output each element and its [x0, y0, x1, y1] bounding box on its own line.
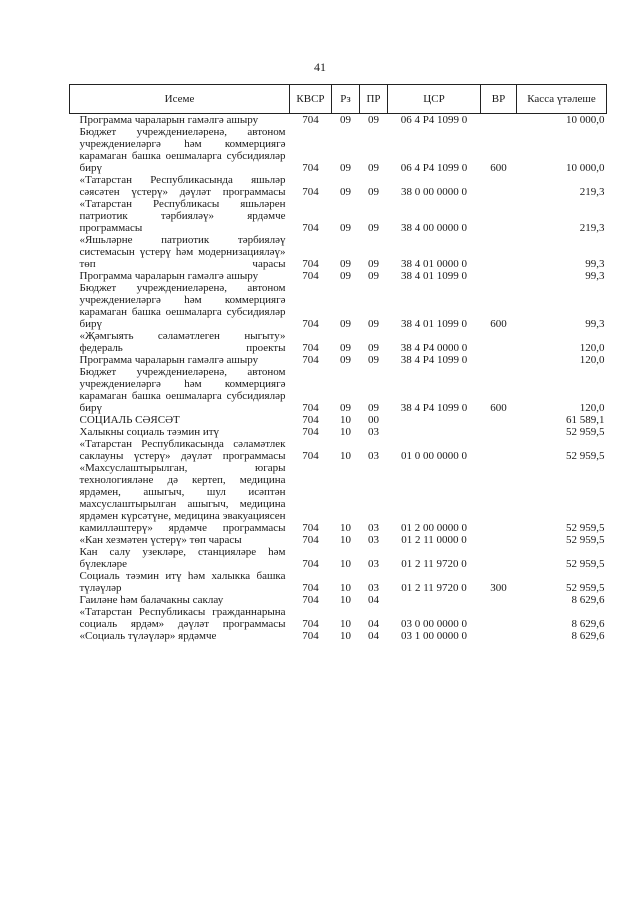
cell-kvsr: 704 — [302, 354, 319, 366]
cell-amount: 52 959,5 — [566, 450, 605, 462]
header-kvsr: КВСР — [290, 85, 332, 114]
cell-rz: 09 — [340, 162, 351, 174]
table-row — [70, 570, 607, 594]
page-number: 41 — [314, 60, 326, 74]
table-row — [70, 126, 607, 174]
table-row — [70, 234, 607, 270]
cell-csr: 01 2 00 0000 0 — [401, 522, 467, 534]
cell-rz: 09 — [340, 342, 351, 354]
cell-csr: 01 2 11 9720 0 — [401, 558, 467, 570]
cell-name: Программа чараларын гамәлгә ашыру — [79, 270, 259, 282]
cell-vr — [481, 534, 517, 546]
cell-name: «Татарстан Республикасы яшьләрен патриотик тәрбияләү» ярдәмче программасы — [79, 198, 286, 234]
cell-name: СОЦИАЛЬ СӘЯСӘТ — [79, 414, 180, 426]
cell-rz: 09 — [340, 354, 351, 366]
cell-csr: 01 0 00 0000 0 — [401, 450, 467, 462]
cell-rz: 10 — [340, 426, 351, 438]
cell-amount: 120,0 — [579, 354, 605, 366]
cell-vr: 600 — [490, 402, 507, 414]
cell-pr: 00 — [368, 414, 379, 426]
cell-rz: 10 — [340, 414, 351, 426]
cell-amount: 99,3 — [585, 318, 605, 330]
cell-amount: 8 629,6 — [571, 618, 605, 630]
cell-rz: 10 — [340, 534, 351, 546]
cell-name: Кан салу узекләре, станцияләре һәм бүлекләре — [79, 546, 286, 570]
table-row — [70, 462, 607, 534]
cell-csr: 38 4 01 0000 0 — [401, 258, 467, 270]
cell-csr: 38 4 Р4 0000 0 — [400, 342, 468, 354]
cell-amount: 61 589,1 — [566, 414, 605, 426]
cell-csr: 03 0 00 0000 0 — [401, 618, 467, 630]
cell-vr: 600 — [490, 318, 507, 330]
cell-kvsr: 704 — [302, 162, 319, 174]
cell-pr: 09 — [368, 222, 379, 234]
header-csr: ЦСР — [388, 85, 481, 114]
cell-csr: 06 4 Р4 1099 0 — [400, 162, 468, 174]
cell-kvsr: 704 — [302, 630, 319, 642]
cell-rz: 09 — [340, 318, 351, 330]
cell-vr: 600 — [490, 162, 507, 174]
cell-amount: 8 629,6 — [571, 594, 605, 606]
cell-pr: 04 — [368, 630, 379, 642]
cell-amount: 99,3 — [585, 258, 605, 270]
cell-kvsr: 704 — [302, 426, 319, 438]
cell-name: Бюджет учреждениеләренә, автоном учреждениеләргә һәм коммерциягә карамаган башка оешмаларга субсидияләр бирү — [79, 126, 286, 174]
header-rz: Рз — [332, 85, 360, 114]
cell-name: «Махсуслаштырылган, югары технологияләне дә кертеп, медицина ярдәмен, ашыгыч, шул исәптән махсуслаштырылган ашыгыч, медицина ярдәмен күрсәтүне, медицина эвакуациясен камилләштерү» ярдәмче программасы — [79, 462, 286, 534]
cell-amount: 8 629,6 — [571, 630, 605, 642]
cell-name: «Татарстан Республикасында яшьләр сәясәтен үстерү» дәүләт программасы — [79, 174, 286, 198]
cell-rz: 10 — [340, 450, 351, 462]
cell-rz: 10 — [340, 618, 351, 630]
cell-name: Программа чараларын гамәлгә ашыру — [79, 354, 259, 366]
cell-name: Программа чараларын гамәлгә ашыру — [79, 114, 259, 126]
cell-vr — [481, 630, 517, 642]
cell-vr — [481, 594, 517, 606]
cell-pr: 09 — [368, 342, 379, 354]
cell-amount: 52 959,5 — [566, 534, 605, 546]
cell-vr — [481, 438, 517, 462]
cell-pr: 03 — [368, 426, 379, 438]
header-vr: ВР — [481, 85, 517, 114]
cell-kvsr: 704 — [302, 594, 319, 606]
cell-csr: 38 4 01 1099 0 — [401, 270, 467, 282]
cell-rz: 09 — [340, 114, 351, 126]
table-row — [70, 270, 607, 282]
header-name: Исеме — [70, 85, 290, 114]
cell-csr: 38 4 Р4 1099 0 — [400, 402, 468, 414]
cell-name: «Җәмгыять сәламәтлеген ныгыту» федераль проекты — [79, 330, 286, 354]
cell-amount: 99,3 — [585, 270, 605, 282]
cell-name: Социаль тәэмин итү һәм халыкка башка түләүләр — [79, 570, 286, 594]
cell-name: «Татарстан Республикасы гражданнарына социаль ярдәм» дәүләт программасы — [79, 606, 286, 630]
table-row — [70, 114, 607, 127]
cell-pr: 03 — [368, 450, 379, 462]
table-row — [70, 414, 607, 426]
cell-pr: 09 — [368, 114, 379, 126]
cell-vr — [481, 198, 517, 234]
cell-kvsr: 704 — [302, 522, 319, 534]
cell-kvsr: 704 — [302, 222, 319, 234]
cell-rz: 10 — [340, 630, 351, 642]
cell-pr: 09 — [368, 258, 379, 270]
cell-amount: 52 959,5 — [566, 558, 605, 570]
cell-rz: 09 — [340, 186, 351, 198]
cell-amount: 52 959,5 — [566, 522, 605, 534]
cell-rz: 10 — [340, 522, 351, 534]
cell-csr — [388, 594, 481, 606]
cell-kvsr: 704 — [302, 270, 319, 282]
cell-pr: 04 — [368, 618, 379, 630]
cell-kvsr: 704 — [302, 402, 319, 414]
cell-csr — [388, 414, 481, 426]
header-pr: ПР — [360, 85, 388, 114]
cell-kvsr: 704 — [302, 258, 319, 270]
cell-rz: 10 — [340, 594, 351, 606]
table-row — [70, 594, 607, 606]
table-row — [70, 534, 607, 546]
cell-amount: 219,3 — [579, 186, 605, 198]
cell-vr — [481, 270, 517, 282]
cell-name: «Татарстан Республикасында сәламәтлек саклауны үстерү» дәүләт программасы — [79, 438, 286, 462]
cell-name: Бюджет учреждениеләренә, автоном учреждениеләргә һәм коммерциягә карамаган башка оешмаларга субсидияләр бирү — [79, 366, 286, 414]
cell-csr: 01 2 11 9720 0 — [401, 582, 467, 594]
cell-vr — [481, 114, 517, 127]
cell-amount: 52 959,5 — [566, 426, 605, 438]
budget-table — [69, 84, 607, 642]
cell-csr: 03 1 00 0000 0 — [401, 630, 467, 642]
cell-pr: 09 — [368, 402, 379, 414]
cell-name: Бюджет учреждениеләренә, автоном учреждениеләргә һәм коммерциягә карамаган башка оешмаларга субсидияләр бирү — [79, 282, 286, 330]
table-row — [70, 354, 607, 366]
table-row — [70, 366, 607, 414]
cell-amount: 120,0 — [579, 342, 605, 354]
header-kassa: Касса үтәлеше — [517, 85, 607, 114]
cell-pr: 03 — [368, 558, 379, 570]
cell-pr: 03 — [368, 522, 379, 534]
cell-pr: 03 — [368, 582, 379, 594]
cell-vr — [481, 330, 517, 354]
cell-amount: 10 000,0 — [566, 162, 605, 174]
cell-rz: 09 — [340, 402, 351, 414]
cell-vr: 300 — [490, 582, 507, 594]
cell-csr: 38 4 Р4 1099 0 — [400, 354, 468, 366]
cell-rz: 09 — [340, 270, 351, 282]
table-row — [70, 198, 607, 234]
cell-name: Халыкны социаль тәэмин итү — [79, 426, 220, 438]
cell-amount: 52 959,5 — [566, 582, 605, 594]
cell-kvsr: 704 — [302, 342, 319, 354]
cell-kvsr: 704 — [302, 114, 319, 126]
cell-csr: 01 2 11 0000 0 — [401, 534, 467, 546]
cell-pr: 04 — [368, 594, 379, 606]
cell-csr: 38 0 00 0000 0 — [401, 186, 467, 198]
cell-rz: 10 — [340, 582, 351, 594]
cell-vr — [481, 354, 517, 366]
cell-vr — [481, 606, 517, 630]
cell-vr — [481, 426, 517, 438]
table-row — [70, 426, 607, 438]
cell-pr: 09 — [368, 186, 379, 198]
cell-name: «Яшьләрне патриотик тәрбияләү системасын үстерү һәм модернизацияләү» төп чарасы — [79, 234, 286, 270]
cell-vr — [481, 414, 517, 426]
cell-kvsr: 704 — [302, 534, 319, 546]
table-row — [70, 630, 607, 642]
cell-name: «Кан хезмәтен үстерү» төп чарасы — [79, 534, 242, 546]
cell-csr: 38 4 01 1099 0 — [401, 318, 467, 330]
cell-kvsr: 704 — [302, 186, 319, 198]
table-row — [70, 174, 607, 198]
cell-csr — [388, 426, 481, 438]
cell-vr — [481, 546, 517, 570]
cell-name: «Социаль түләүләр» ярдәмче — [79, 630, 217, 642]
cell-pr: 09 — [368, 162, 379, 174]
cell-kvsr: 704 — [302, 618, 319, 630]
table-row — [70, 546, 607, 570]
table-header-row — [70, 85, 607, 114]
cell-amount: 10 000,0 — [566, 114, 605, 126]
cell-vr — [481, 174, 517, 198]
cell-pr: 09 — [368, 318, 379, 330]
cell-kvsr: 704 — [302, 318, 319, 330]
table-row — [70, 330, 607, 354]
table-row — [70, 606, 607, 630]
cell-kvsr: 704 — [302, 558, 319, 570]
cell-csr: 06 4 Р4 1099 0 — [400, 114, 468, 126]
table-row — [70, 438, 607, 462]
cell-amount: 120,0 — [579, 402, 605, 414]
cell-kvsr: 704 — [302, 450, 319, 462]
cell-rz: 10 — [340, 558, 351, 570]
table-row — [70, 282, 607, 330]
cell-rz: 09 — [340, 258, 351, 270]
cell-pr: 09 — [368, 270, 379, 282]
cell-amount: 219,3 — [579, 222, 605, 234]
cell-name: Гаиләне һәм балачакны саклау — [79, 594, 224, 606]
cell-pr: 03 — [368, 534, 379, 546]
cell-rz: 09 — [340, 222, 351, 234]
cell-vr — [481, 462, 517, 534]
cell-kvsr: 704 — [302, 414, 319, 426]
cell-vr — [481, 234, 517, 270]
cell-csr: 38 4 00 0000 0 — [401, 222, 467, 234]
cell-pr: 09 — [368, 354, 379, 366]
cell-kvsr: 704 — [302, 582, 319, 594]
